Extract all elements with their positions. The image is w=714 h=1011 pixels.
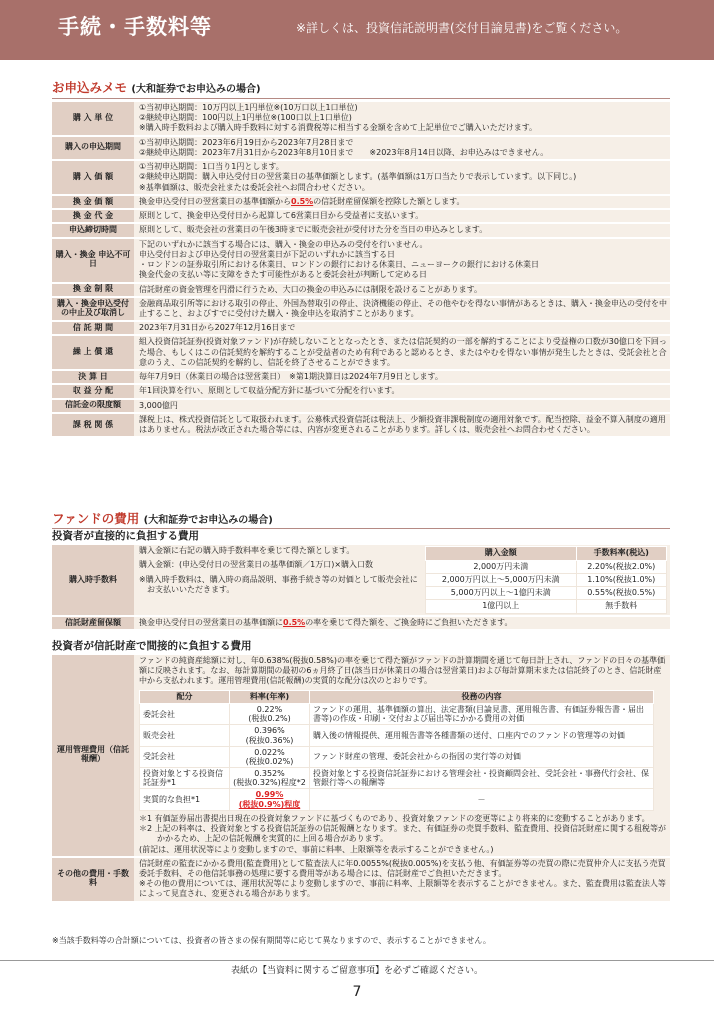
memo-row-label: 購 入 単 位 [52, 102, 134, 135]
direct-cost-table [52, 543, 670, 631]
memo-row-value [134, 196, 670, 208]
indirect-cost-heading: 投資者が信託財産で間接的に負担する費用 [52, 640, 252, 652]
memo-line: 組入投資信託証券(投資対象ファンド)が存続しないこととなったとき、または信託契約の一部を解約することにより受益権の口数が30億口を下回った場合、もしくはこの信託契約を解約することが受益者のため有利であると認めるとき、またはやむを得ない事情が発生したときは、受託会社と合意のうえ、この信託契約を解約し、信託を終了させることができます。 [139, 337, 667, 367]
memo-row-label: 収 益 分 配 [52, 385, 134, 397]
mgmt-note: ＊1 有価証券届出書提出日現在の投資対象ファンドに基づくものであり、投資対象ファンドの変更等により将来的に変動することがあります。 [139, 813, 650, 823]
memo-row-label: 繰 上 償 還 [52, 336, 134, 369]
footer-divider [0, 960, 714, 961]
memo-row-label: 決 算 日 [52, 371, 134, 383]
memo-row-label: 信 託 期 間 [52, 322, 134, 334]
memo-row [52, 224, 670, 236]
costs-section-divider [52, 528, 670, 529]
memo-row-value [134, 137, 670, 159]
memo-line: 金融商品取引所等における取引の停止、外国為替取引の停止、決済機能の停止、その他やむを得ない事情があるときは、購入・換金申込の受付を中止すること、およびすでに受付けた購入・換金申込を取消すことがあります。 [139, 298, 667, 318]
memo-section-divider [52, 98, 670, 99]
memo-row-value [134, 102, 670, 135]
memo-row [52, 210, 670, 222]
other-fee-label: その他の費用・手数料 [52, 858, 134, 901]
memo-row-value [134, 210, 670, 222]
memo-line: ※購入時手数料および購入時手数料に対する消費税等に相当する金額を含めて上記単位でご購入いただけます。 [139, 123, 538, 133]
bottom-note: ※当該手数料等の合計額については、投資者の皆さまの保有期間等に応じて異なりますので、表示することができません。 [52, 936, 491, 945]
mgmt-fee-intro: ファンドの純資産総額に対し、年0.638%(税抜0.58%)の率を乗じて得た額がファンドの計算期間を通じて毎日計上され、ファンドの日々の基準価額に反映されます。なお、毎計算期間の最初の6ヵ月終了日(該当日が休業日の場合は翌営業日)および毎計算期末または信託終了のとき、信託財産中から支払われます。運用管理費用(信託報酬)の実質的な配分は次のとおりです。 [139, 656, 666, 686]
rate-row: 5,000万円以上～1億円未満 0.55%(税抜0.5%) [426, 587, 667, 600]
purchase-fee-rate-table: 購入金額 手数料率(税込) 2,000万円未満 2.20%(税抜2.0%) 2,000万円以上～5,000万円未満 1.10%(税抜1.0%) 5,000万円以上～1億円未満 0.55%(税抜0.5%) 1億円以上 無手数料 [425, 546, 667, 613]
memo-line: 年1回決算を行い、原則として収益分配方針に基づいて分配を行います。 [139, 386, 400, 396]
page-header [0, 0, 714, 60]
fee-row-total: 実質的な負担*1 0.99% (税抜0.9%)程度 － [140, 789, 654, 810]
mgmt-fee-label: 運用管理費用（信託報酬） [52, 655, 134, 856]
memo-row [52, 400, 670, 412]
memo-row-value [134, 239, 670, 282]
header-note: ※詳しくは、投資信託説明書(交付目論見書)をご覧ください。 [296, 21, 628, 35]
rate-row: 2,000万円未満 2.20%(税抜2.0%) [426, 560, 667, 573]
memo-row-label: 換 金 制 限 [52, 284, 134, 296]
mgmt-note: (前記は、運用状況等により変動しますので、事前に料率、上限額等を表示することができません。) [139, 844, 494, 854]
memo-table [52, 100, 670, 438]
memo-row-label: 購入・換金申込受付の中止及び取消し [52, 298, 134, 320]
retention-label: 信託財産留保額 [52, 617, 134, 629]
memo-row [52, 161, 670, 194]
memo-row [52, 196, 670, 208]
memo-line: 原則として、換金申込受付日から起算して6営業日目から受益者に支払います。 [139, 211, 424, 221]
mgmt-note: ＊2 上記の料率は、投資対象とする投資信託証券の信託報酬となります。また、有価証券の売買手数料、監査費用、投資信託財産に関する租税等がかかるため、上記の信託報酬を実質的に上回る場合があります。 [139, 824, 666, 844]
memo-row-label: 購 入 価 額 [52, 161, 134, 194]
memo-row-value [134, 322, 670, 334]
memo-line: ①当初申込期間：10万円以上1円単位※(10万口以上1口単位) [139, 103, 358, 112]
memo-line: ②継続申込期間：購入申込受付日の翌営業日の基準価額とします。(基準価額は1万口当たりで表示しています。以下同じ。) [139, 172, 577, 182]
fee-row: 投資対象とする投資信託証券*1 0.352% (税抜0.32%)程度*2 投資対象とする投資信託証券における管理会社・投資顧問会社、受託会社・事務代行会社、保管銀行等への報酬等 [140, 768, 654, 789]
memo-row-value [134, 284, 670, 296]
memo-row-value [134, 161, 670, 194]
memo-row-label: 課 税 関 係 [52, 414, 134, 436]
memo-row [52, 336, 670, 369]
memo-row-value [134, 400, 670, 412]
rate-row: 2,000万円以上～5,000万円未満 1.10%(税抜1.0%) [426, 573, 667, 586]
fee-breakdown-table: 配分 料率(年率) 役務の内容 委託会社 0.22% (税抜0.2%) ファンドの運用、基準価額の算出、法定書類(目論見書、運用報告書、有価証券報告書・届出書等)の作成・印刷・交付および届出等にかかる費用の対価 販売会社 0.396% (税抜0.36%) 購入後の情報提供、運用報告書等各種書類の送付、口座内でのファンドの管理等の対価 受託会社 0.022% (税抜0.02%) ファンド財産の管理、委託会社からの指図の実行等の対価 投資対象とする投資信託証券*1 0.352% (税抜0.32%)程度*2 投資対象とする投資信託証券における管理会社・投資顧問会社、受託会社・事務代行会社、保管銀行等への報酬等 実質的な負担*1 0.99% (税抜0.9%)程度 － [139, 690, 654, 811]
direct-cost-heading: 投資者が直接的に負担する費用 [52, 530, 199, 542]
rate-row: 1億円以上 無手数料 [426, 600, 667, 613]
memo-line: ②継続申込期間：2023年7月31日から2023年8月10日まで ※2023年8月14日以降、お申込みはできません。 [139, 147, 549, 157]
memo-row-value [134, 336, 670, 369]
memo-line: 課税上は、株式投資信託として取扱われます。公募株式投資信託は税法上、少額投資非課税制度の適用対象です。配当控除、益金不算入制度の適用はありません。税法が改正された場合等には、内容が変更されることがあります。詳しくは、販売会社へお問合わせください。 [139, 414, 666, 435]
page-number: 7 [352, 984, 362, 1000]
memo-line: ①当初申込期間：2023年6月19日から2023年7月28日まで [139, 137, 354, 147]
other-fee-row: その他の費用・手数料 信託財産の監査にかかる費用(監査費用)として監査法人に年0.0055%(税抜0.005%)を支払う他、有価証券等の売買の際に売買仲介人に支払う売買委託手数料、その他信託事務の処理に要する費用等がある場合には、信託財産でご負担いただきます。 ※その他の費用については、運用状況等により変動しますので、事前に料率、上限額等を表示することができません。また、監査費用は監査法人等によって見直され、変更される場合があります。 [52, 858, 670, 901]
memo-line: 申込受付日および申込受付日の翌営業日が下記のいずれかに該当する日 [139, 249, 395, 259]
memo-line: 換金代金の支払い等に支障をきたす可能性があると委託会社が判断して定める日 [139, 270, 427, 280]
fee-row: 販売会社 0.396% (税抜0.36%) 購入後の情報提供、運用報告書等各種書類の送付、口座内でのファンドの管理等の対価 [140, 725, 654, 746]
costs-section-title: ファンドの費用 (大和証券でお申込みの場合) [52, 511, 273, 526]
memo-row-label: 換 金 代 金 [52, 210, 134, 222]
memo-row-label: 信託金の限度額 [52, 400, 134, 412]
memo-line: ②継続申込期間：100円以上1円単位※(100口以上1口単位) [139, 113, 352, 123]
memo-line: ①当初申込期間：1口当り1円とします。 [139, 162, 284, 172]
purchase-fee-row [52, 545, 670, 615]
memo-line: 2023年7月31日から2027年12月16日まで [139, 323, 296, 333]
fee-row: 受託会社 0.022% (税抜0.02%) ファンド財産の管理、委託会社からの指図の実行等の対価 [140, 746, 654, 767]
memo-row-value [134, 385, 670, 397]
memo-row-label: 換 金 価 額 [52, 196, 134, 208]
memo-row-value [134, 298, 670, 320]
memo-line: ・ロンドンの証券取引所における休業日、ロンドンの銀行における休業日、ニューヨークの銀行における休業日 [139, 260, 539, 270]
memo-line: 3,000億円 [139, 400, 178, 410]
memo-row [52, 239, 670, 282]
memo-line: ※基準価額は、販売会社または委託会社へお問合わせください。 [139, 182, 370, 192]
mgmt-fee-row [52, 655, 670, 856]
memo-row [52, 385, 670, 397]
memo-row [52, 371, 670, 383]
memo-row-label: 購入・換金 申込不可日 [52, 239, 134, 282]
memo-row [52, 414, 670, 436]
memo-row-value [134, 371, 670, 383]
retention-row [52, 617, 670, 629]
memo-line-with-highlight: 換金申込受付日の翌営業日の基準価額から0.5%の信託財産留保額を控除した額とします。 [139, 196, 465, 206]
memo-row-value [134, 414, 670, 436]
memo-line: 毎年7月9日（休業日の場合は翌営業日） ※第1期決算日は2024年7月9日とします。 [139, 372, 443, 382]
memo-row [52, 102, 670, 135]
footer-notice: 表紙の【当資料に関するご留意事項】を必ずご確認ください。 [230, 966, 483, 976]
memo-row [52, 298, 670, 320]
memo-row [52, 322, 670, 334]
memo-row-label: 購入の申込期間 [52, 137, 134, 159]
memo-row [52, 137, 670, 159]
memo-row-value [134, 224, 670, 236]
indirect-cost-table [52, 653, 670, 903]
purchase-fee-text: 購入金額に右記の購入時手数料率を乗じて得た額とします。 購入金額：(申込受付日の翌営業日の基準価額／1万口)×購入口数 ※購入時手数料は、購入時の商品説明、事務手続き等の対価として販売会社にお支払いいただきます。 [139, 546, 418, 595]
memo-section-title: お申込みメモ (大和証券でお申込みの場合) [52, 80, 261, 95]
memo-line: 下記のいずれかに該当する場合には、購入・換金の申込みの受付を行いません。 [139, 239, 428, 249]
memo-row [52, 284, 670, 296]
memo-line: 信託財産の資金管理を円滑に行うため、大口の換金の申込みには制限を設けることがあります。 [139, 284, 483, 294]
purchase-fee-label: 購入時手数料 [52, 545, 134, 615]
retention-text: 換金申込受付日の翌営業日の基準価額に0.5%の率を乗じて得た額を、ご換金時にご負担いただきます。 [134, 617, 670, 629]
page-title: 手続・手数料等 [58, 15, 212, 39]
memo-line: 原則として、販売会社の営業日の午後3時までに販売会社が受付けた分を当日の申込みとします。 [139, 225, 488, 235]
memo-row-label: 申込締切時間 [52, 224, 134, 236]
fee-row: 委託会社 0.22% (税抜0.2%) ファンドの運用、基準価額の算出、法定書類(目論見書、運用報告書、有価証券報告書・届出書等)の作成・印刷・交付および届出等にかかる費用の対価 [140, 703, 654, 724]
